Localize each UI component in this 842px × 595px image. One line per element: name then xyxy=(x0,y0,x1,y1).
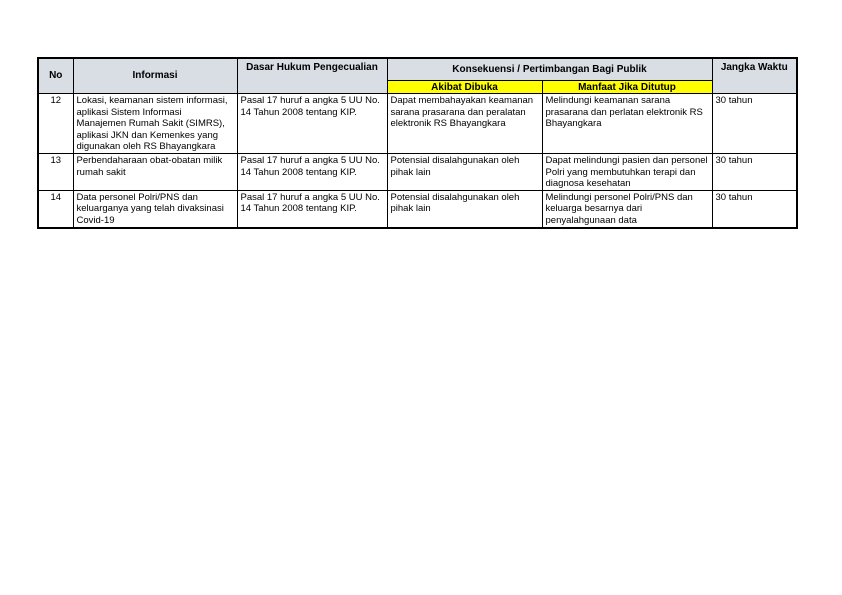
cell-informasi: Lokasi, keamanan sistem informasi, aplikasi Sistem Informasi Manajemen Rumah Sakit (SIMRS), aplikasi JKN dan Kemenkes yang digunakan oleh RS Bhayangkara xyxy=(73,94,237,154)
header-jangka-waktu: Jangka Waktu xyxy=(712,58,797,94)
cell-akibat-dibuka: Dapat membahayakan keamanan sarana prasarana dan peralatan elektronik RS Bhayangkara xyxy=(387,94,542,154)
cell-no: 13 xyxy=(38,153,73,190)
cell-akibat-dibuka: Potensial disalahgunakan oleh pihak lain xyxy=(387,190,542,227)
cell-akibat-dibuka: Potensial disalahgunakan oleh pihak lain xyxy=(387,153,542,190)
table-row xyxy=(38,190,797,227)
cell-dasar-hukum: Pasal 17 huruf a angka 5 UU No. 14 Tahun 2008 tentang KIP. xyxy=(237,94,387,154)
cell-manfaat-ditutup: Melindungi keamanan sarana prasarana dan perlatan elektronik RS Bhayangkara xyxy=(542,94,712,154)
cell-jangka-waktu: 30 tahun xyxy=(712,153,797,190)
header-manfaat-ditutup: Manfaat Jika Ditutup xyxy=(542,81,712,94)
cell-no: 14 xyxy=(38,190,73,227)
table-row xyxy=(38,94,797,154)
cell-jangka-waktu: 30 tahun xyxy=(712,190,797,227)
cell-informasi: Data personel Polri/PNS dan keluarganya yang telah divaksinasi Covid-19 xyxy=(73,190,237,227)
cell-no: 12 xyxy=(38,94,73,154)
cell-dasar-hukum: Pasal 17 huruf a angka 5 UU No. 14 Tahun 2008 tentang KIP. xyxy=(237,153,387,190)
cell-jangka-waktu: 30 tahun xyxy=(712,94,797,154)
cell-manfaat-ditutup: Melindungi personel Polri/PNS dan keluarga besarnya dari penyalahgunaan data xyxy=(542,190,712,227)
cell-manfaat-ditutup: Dapat melindungi pasien dan personel Polri yang membutuhkan terapi dan diagnosa kesehatan xyxy=(542,153,712,190)
header-no: No xyxy=(38,58,73,94)
header-konsekuensi: Konsekuensi / Pertimbangan Bagi Publik xyxy=(387,58,712,81)
header-akibat-dibuka: Akibat Dibuka xyxy=(387,81,542,94)
exemption-table xyxy=(37,57,798,229)
cell-dasar-hukum: Pasal 17 huruf a angka 5 UU No. 14 Tahun 2008 tentang KIP. xyxy=(237,190,387,227)
cell-informasi: Perbendaharaan obat-obatan milik rumah sakit xyxy=(73,153,237,190)
header-informasi: Informasi xyxy=(73,58,237,94)
header-dasar-hukum: Dasar Hukum Pengecualian xyxy=(237,58,387,94)
table-row xyxy=(38,153,797,190)
